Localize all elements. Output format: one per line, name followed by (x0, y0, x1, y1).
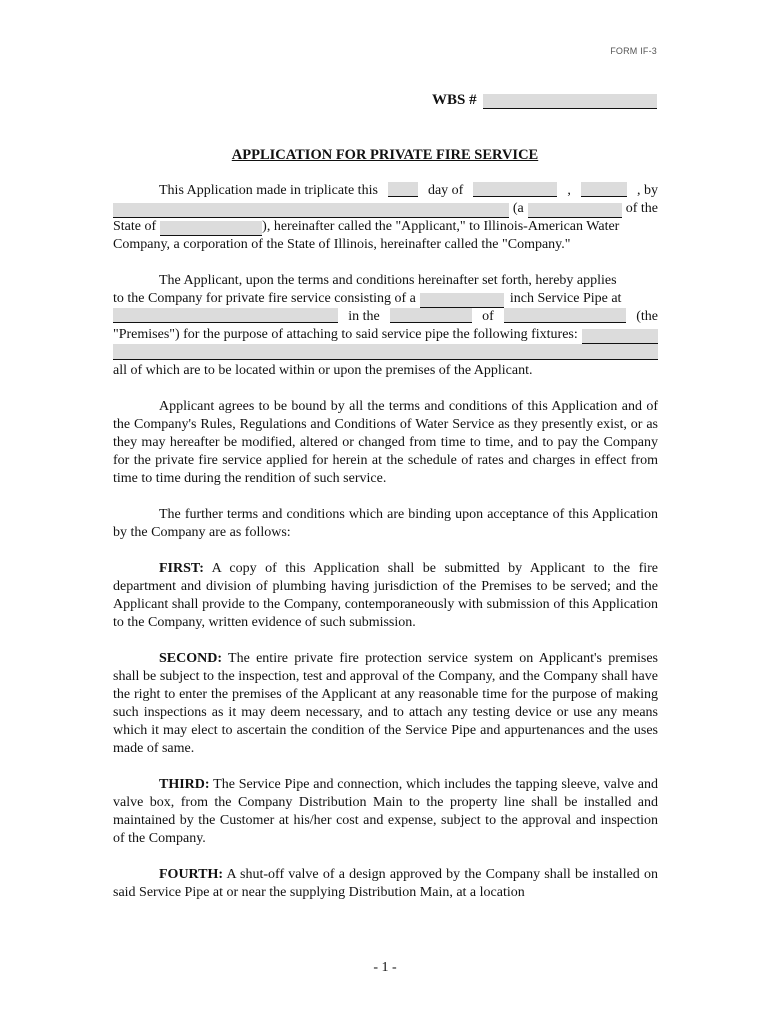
fourth-paragraph (113, 866, 658, 902)
intro-text-5: (a (512, 201, 524, 216)
fixtures-field-1[interactable] (582, 329, 658, 344)
applies-text-8: all of which are to be located within or upon the premises of the Applicant. (113, 363, 533, 378)
fourth-text: A shut-off valve of a design approved by the Company shall be installed on said Service Pipe at or near the supplying Distribution Main, at a location (113, 867, 658, 900)
address-field[interactable] (113, 308, 338, 323)
document-body (113, 182, 658, 920)
second-label: SECOND: (159, 651, 223, 666)
intro-paragraph (113, 182, 658, 254)
county-field[interactable] (504, 308, 626, 323)
page-title: APPLICATION FOR PRIVATE FIRE SERVICE (231, 147, 539, 163)
intro-text-3: , (567, 183, 571, 198)
municipality-field[interactable] (390, 308, 472, 323)
intro-text-9: Company, a corporation of the State of Illinois, hereinafter called the "Company." (113, 237, 571, 252)
fourth-label: FOURTH: (159, 867, 224, 882)
applies-text-6: (the (636, 309, 658, 324)
form-id: FORM IF-3 (610, 46, 657, 56)
intro-text-2: day of (427, 183, 464, 198)
first-text: A copy of this Application shall be submitted by Applicant to the fire department and division of plumbing having jurisdiction of the Premises to be served; and the Applicant shall provide to the Company, contemporaneously with submission of this Application to the Company, written evidence of such submission. (113, 561, 658, 630)
second-paragraph (113, 650, 658, 758)
intro-text-6: of the (625, 201, 658, 216)
applies-text-2: to the Company for private fire service consisting of a (113, 291, 416, 306)
applies-text-7: "Premises") for the purpose of attaching to said service pipe the following fixtures: (113, 327, 578, 342)
third-text: The Service Pipe and connection, which includes the tapping sleeve, valve and valve box, from the Company Distribution Main to the property line shall be installed and maintained by the Customer at his/her cost and expense, subject to the approval and inspection of the Company. (113, 777, 658, 846)
fixtures-field-2[interactable] (113, 344, 658, 360)
entity-type-field[interactable] (528, 203, 622, 218)
applies-paragraph (113, 272, 658, 380)
second-text: The entire private fire protection service system on Applicant's premises shall be subject to the inspection, test and approval of the Company, and the Company shall have the right to enter the premises of the Applicant at any reasonable time for the purpose of making such inspections as it may deem necessary, and to attach any testing device or use any means which it may elect to ascertain the condition of the Service Pipe and appurtenances and the uses made of same. (113, 651, 658, 756)
agrees-paragraph: Applicant agrees to be bound by all the terms and conditions of this Application and of the Company's Rules, Regulations and Conditions of Water Service as they presently exist, or as they may hereafter be modified, altered or changed from time to time, and to pay the Company for the private fire service applied for herein at the schedule of rates and charges in effect from time to time during the rendition of such service. (113, 399, 658, 486)
applies-text-1: The Applicant, upon the terms and conditions hereinafter set forth, hereby applies (159, 273, 617, 288)
intro-text-8: ), hereinafter called the "Applicant," to Illinois-American Water (262, 219, 620, 234)
first-paragraph (113, 560, 658, 632)
applies-text-5: of (482, 309, 494, 324)
wbs-field[interactable] (483, 94, 657, 109)
applies-text-3: inch Service Pipe at (509, 291, 622, 306)
first-label: FIRST: (159, 561, 204, 576)
page-number: - 1 - (373, 960, 397, 975)
year-field[interactable] (581, 182, 627, 197)
further-paragraph: The further terms and conditions which are binding upon acceptance of this Application by the Company are as follows: (113, 507, 658, 540)
applies-text-4: in the (348, 309, 380, 324)
intro-text-1: This Application made in triplicate this (159, 183, 378, 198)
day-field[interactable] (388, 182, 418, 197)
wbs-label: WBS # (432, 92, 477, 108)
intro-text-4: , by (636, 183, 658, 198)
state-field[interactable] (160, 221, 262, 236)
third-label: THIRD: (159, 777, 210, 792)
month-field[interactable] (473, 182, 557, 197)
pipe-size-field[interactable] (420, 293, 504, 308)
intro-text-7: State of (113, 219, 157, 234)
applicant-name-field[interactable] (113, 203, 509, 218)
third-paragraph (113, 776, 658, 848)
wbs-row (432, 92, 657, 109)
